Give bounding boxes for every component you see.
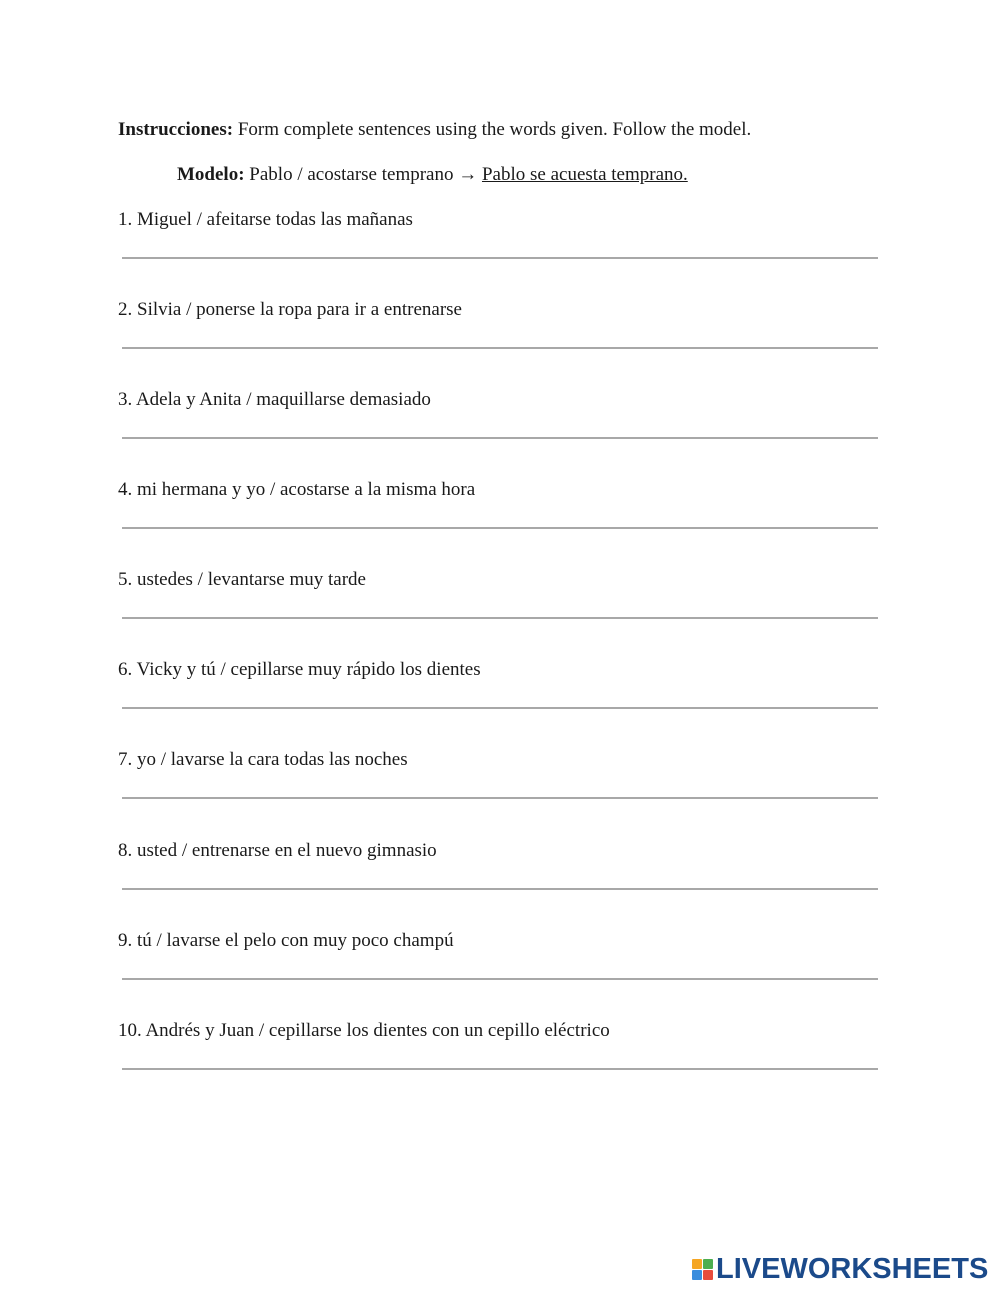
exercise-prompt: 9. tú / lavarse el pelo con muy poco champú bbox=[118, 930, 454, 951]
answer-line[interactable] bbox=[122, 978, 878, 980]
exercise-item-3 bbox=[118, 388, 880, 412]
exercise-prompt: 4. mi hermana y yo / acostarse a la misma hora bbox=[118, 479, 476, 500]
logo-text: LIVEWORKSHEETS bbox=[716, 1253, 989, 1285]
logo-mark-icon bbox=[692, 1259, 713, 1280]
instructions-text: Form complete sentences using the words given. Follow the model. bbox=[233, 119, 752, 140]
logo-square bbox=[692, 1270, 702, 1280]
answer-line[interactable] bbox=[122, 707, 878, 709]
instructions bbox=[118, 118, 751, 142]
answer-line[interactable] bbox=[122, 257, 878, 259]
exercise-prompt: 2. Silvia / ponerse la ropa para ir a entrenarse bbox=[118, 299, 462, 320]
model-example bbox=[177, 163, 688, 187]
logo-square bbox=[703, 1259, 713, 1269]
model-prompt: Pablo / acostarse temprano → bbox=[244, 164, 482, 185]
exercise-item-2 bbox=[118, 298, 880, 322]
exercise-prompt: 5. ustedes / levantarse muy tarde bbox=[118, 569, 366, 590]
exercise-prompt: 1. Miguel / afeitarse todas las mañanas bbox=[118, 209, 413, 230]
model-label: Modelo: bbox=[177, 164, 245, 185]
logo-square bbox=[703, 1270, 713, 1280]
exercise-prompt: 10. Andrés y Juan / cepillarse los dientes con un cepillo eléctrico bbox=[118, 1020, 610, 1041]
exercise-item-4 bbox=[118, 478, 880, 502]
exercise-prompt: 6. Vicky y tú / cepillarse muy rápido los dientes bbox=[118, 659, 481, 680]
exercise-prompt: 8. usted / entrenarse en el nuevo gimnasio bbox=[118, 840, 437, 861]
exercise-item-8 bbox=[118, 839, 880, 863]
exercise-item-7 bbox=[118, 748, 880, 772]
exercise-item-6 bbox=[118, 658, 880, 682]
exercise-item-9 bbox=[118, 929, 880, 953]
answer-line[interactable] bbox=[122, 437, 878, 439]
answer-line[interactable] bbox=[122, 888, 878, 890]
liveworksheets-logo bbox=[692, 1254, 988, 1284]
answer-line[interactable] bbox=[122, 797, 878, 799]
answer-line[interactable] bbox=[122, 347, 878, 349]
exercise-item-10 bbox=[118, 1019, 880, 1043]
exercise-prompt: 7. yo / lavarse la cara todas las noches bbox=[118, 749, 408, 770]
exercise-item-1 bbox=[118, 208, 880, 232]
answer-line[interactable] bbox=[122, 527, 878, 529]
exercise-item-5 bbox=[118, 568, 880, 592]
answer-line[interactable] bbox=[122, 1068, 878, 1070]
exercise-prompt: 3. Adela y Anita / maquillarse demasiado bbox=[118, 389, 431, 410]
model-answer: Pablo se acuesta temprano. bbox=[481, 164, 688, 185]
logo-square bbox=[692, 1259, 702, 1269]
answer-line[interactable] bbox=[122, 617, 878, 619]
instructions-label: Instrucciones: bbox=[118, 119, 234, 140]
